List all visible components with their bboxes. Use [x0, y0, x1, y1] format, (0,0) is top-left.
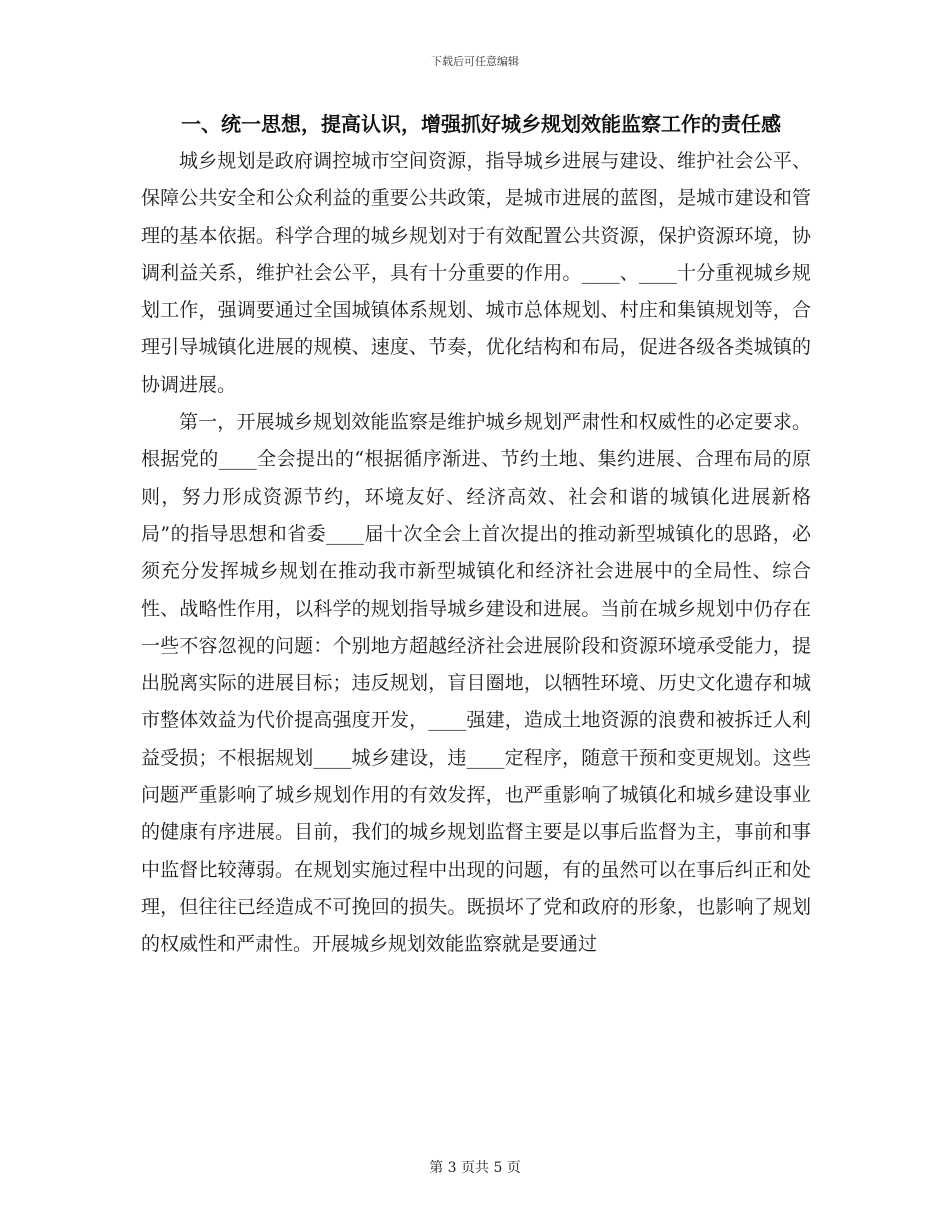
document-body: [141, 106, 811, 964]
page-number: 第 3 页共 5 页: [429, 1160, 521, 1176]
paragraph-intro: 城乡规划是政府调控城市空间资源，指导城乡进展与建设、维护社会公平、保障公共安全和公众利益的重要公共政策，是城市进展的蓝图，是城市建设和管理的基本依据。科学合理的城乡规划对于有效配置公共资源，保护资源环境，协调利益关系，维护社会公平，具有十分重要的作用。____、____十分重视城乡规划工作，强调要通过全国城镇体系规划、城市总体规划、村庄和集镇规划等，合理引导城镇化进展的规模、速度、节奏，优化结构和布局，促进各级各类城镇的协调进展。: [141, 150, 811, 396]
paragraph-first-point: 第一，开展城乡规划效能监察是维护城乡规划严肃性和权威性的必定要求。根据党的____全会提出的“根据循序渐进、节约土地、集约进展、合理布局的原则，努力形成资源节约，环境友好、经济高效、社会和谐的城镇化进展新格局”的指导思想和省委____届十次全会上首次提出的推动新型城镇化的思路，必须充分发挥城乡规划在推动我市新型城镇化和经济社会进展中的全局性、综合性、战略性作用，以科学的规划指导城乡建设和进展。当前在城乡规划中仍存在一些不容忽视的问题：个别地方超越经济社会进展阶段和资源环境承受能力，提出脱离实际的进展目标；违反规划，盲目圈地，以牺牲环境、历史文化遗存和城市整体效益为代价提高强度开发，____强建，造成土地资源的浪费和被拆迁人利益受损；不根据规划____城乡建设，违____定程序，随意干预和变更规划。这些问题严重影响了城乡规划作用的有效发挥，也严重影响了城镇化和城乡建设事业的健康有序进展。目前，我们的城乡规划监督主要是以事后监督为主，事前和事中监督比较薄弱。在规划实施过程中出现的问题，有的虽然可以在事后纠正和处理，但往往已经造成不可挽回的损失。既损坏了党和政府的形象，也影响了规划的权威性和严肃性。开展城乡规划效能监察就是要通过: [141, 411, 811, 956]
section-title: 一、统一思想，提高认识，增强抓好城乡规划效能监察工作的责任感: [181, 112, 781, 136]
header-note: 下载后可任意编辑: [431, 55, 519, 68]
